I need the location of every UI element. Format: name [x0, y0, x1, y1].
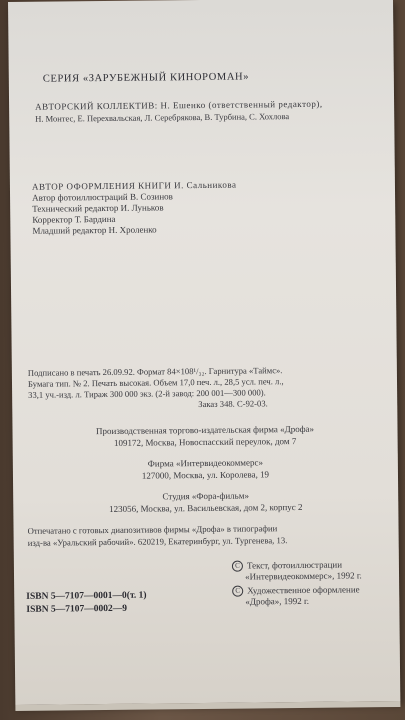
interv-address: 127000, Москва, ул. Королева, 19 [141, 469, 270, 481]
authors-line-1: АВТОРСКИЙ КОЛЛЕКТИВ: Н. Ешенко (ответственный редактор), [35, 98, 323, 112]
book-page [8, 0, 400, 705]
isbn-set: ISBN 5—7107—0002—9 [26, 603, 127, 615]
design-author: АВТОР ОФОРМЛЕНИЯ КНИГИ И. Сальникова [31, 179, 237, 192]
junior-editor: Младший редактор Н. Хроленко [32, 224, 157, 236]
copyright-2-line-2: «Дрофа», 1992 г. [245, 595, 310, 607]
photo-author: Автор фотоиллюстраций В. Созинов [32, 191, 173, 203]
printed-line-2: изд-ва «Уральский рабочий». 620219, Екатеринбург, ул. Тургенева, 13. [27, 535, 288, 548]
copyright-icon: C [232, 561, 243, 572]
drofa-address: 109172, Москва, Новоспасский переулок, дом 7 [113, 436, 297, 448]
copyright-1-text: Текст, фотоиллюстрации [246, 559, 343, 571]
printed-line-1: Отпечатано с готовых диапозитивов фирмы «Дрофа» в типографии [27, 523, 278, 536]
drofa-name: Производственная торгово-издательская фирма «Дрофа» [95, 423, 315, 437]
copyright-1-line-2: «Интервидеокоммерс», 1992 г. [244, 570, 362, 582]
interv-name: Фирма «Интервидеокоммерс» [147, 457, 263, 469]
print-line-2: Бумага тип. № 2. Печать высокая. Объем 17,0 печ. л., 28,5 усл. печ. л., [27, 376, 284, 389]
tech-editor: Технический редактор И. Луньков [32, 202, 164, 214]
isbn-volume: ISBN 5—7107—0001—0(т. 1) [26, 590, 147, 602]
fora-address: 123056, Москва, ул. Васильевская, дом 2, корпус 2 [109, 501, 303, 514]
corrector: Корректор Т. Бардина [32, 213, 116, 225]
print-line-4: Заказ 348. С-92-03. [198, 398, 268, 410]
print-line-1: Подписано в печать 26.09.92. Формат 84×108¹/₃₂. Гарнитура «Таймс». [27, 365, 283, 378]
copyright-icon: C [232, 586, 243, 597]
authors-line-2: Н. Монтес, Е. Перехвальская, Л. Серебрякова, В. Турбина, С. Хохлова [35, 111, 290, 124]
series-title: СЕРИЯ «ЗАРУБЕЖНЫЙ КИНОРОМАН» [42, 71, 250, 85]
fora-name: Студия «Фора-фильм» [162, 490, 249, 502]
print-line-3: 33,1 уч.-изд. л. Тираж 300 000 экз. (2-й завод: 200 001—300 000). [28, 387, 266, 400]
copyright-2-text: Художественное оформление [247, 584, 360, 596]
